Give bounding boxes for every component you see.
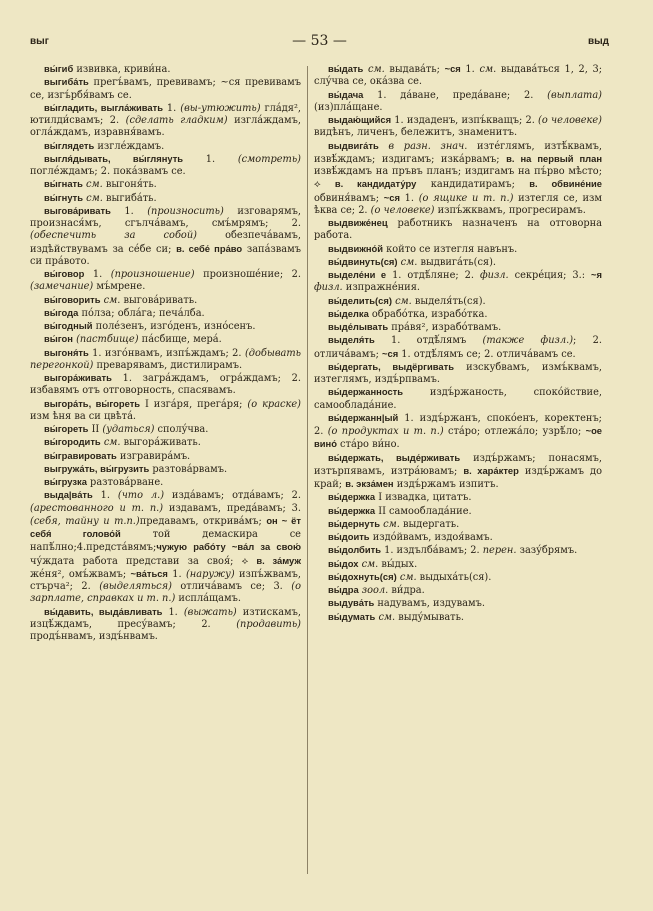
phrase: ~ва́ться bbox=[130, 567, 168, 579]
headword: вы́дача bbox=[328, 88, 364, 100]
column-divider bbox=[307, 66, 308, 874]
translation: издъ́ржамъ изпитъ. bbox=[393, 479, 499, 490]
usage-label: перен. bbox=[482, 545, 517, 557]
dictionary-entry bbox=[30, 76, 301, 102]
translation: произноше́ние; 2. bbox=[194, 269, 301, 280]
usage-label: см. bbox=[378, 611, 396, 623]
usage-label: см. bbox=[367, 64, 385, 75]
dictionary-entry bbox=[30, 398, 301, 424]
usage-label: (произносить) bbox=[147, 205, 224, 217]
dictionary-entry bbox=[314, 505, 602, 518]
headword: выгоня́ть bbox=[44, 346, 89, 358]
translation: мъ́мрене. bbox=[93, 281, 146, 293]
headword: вы́делка bbox=[328, 307, 369, 319]
translation: зазу́брямъ. bbox=[516, 545, 578, 557]
dictionary-entry bbox=[314, 584, 602, 597]
translation: погле́ждамъ; 2. пока́звамъ се. bbox=[30, 166, 186, 177]
translation: испла́щамъ. bbox=[175, 593, 241, 605]
headword: выдвижно́й bbox=[328, 242, 384, 254]
usage-label: (о краске) bbox=[247, 398, 301, 410]
translation: изгле́ждамъ. bbox=[94, 140, 165, 152]
translation: (из)пла́щане. bbox=[314, 101, 383, 113]
phrase: в. экза́мен bbox=[345, 478, 394, 489]
translation: обезпеча́вамъ, издѣйствувамъ за се́бе си; bbox=[30, 230, 301, 255]
translation: изгравира́мъ. bbox=[116, 450, 191, 462]
dictionary-entry bbox=[314, 386, 602, 412]
left-guide-word: выг bbox=[30, 36, 49, 47]
phrase: в. себе́ пра́во bbox=[176, 242, 243, 254]
usage-label: см. bbox=[86, 179, 103, 191]
phrase: в. кандидату́ру bbox=[334, 178, 417, 190]
usage-label: см. bbox=[395, 295, 412, 307]
translation: изтискамъ, изцѣ́ждамъ, пресу́вамъ; 2. bbox=[30, 606, 302, 630]
phrase: в. хара́ктер bbox=[463, 464, 519, 476]
headword: выде́лывать bbox=[328, 321, 389, 332]
translation: выду́мывать. bbox=[395, 611, 465, 623]
headword: вы́гладить, выгла́живать bbox=[44, 101, 163, 113]
headword: вы́держать, выде́рживать bbox=[328, 451, 461, 463]
headword: вы́дра bbox=[328, 584, 359, 595]
headword: вы́гореть bbox=[44, 423, 89, 434]
dictionary-entry bbox=[314, 217, 602, 243]
dictionary-entry bbox=[314, 243, 602, 256]
translation: извѣ́ждамъ на пръвъ планъ; издигамъ на пъ́рво мѣсто; ⟡ bbox=[314, 166, 602, 191]
translation: ста́ро ви́но. bbox=[336, 439, 400, 451]
translation: изда́вамъ; отда́вамъ; 2. bbox=[164, 490, 301, 502]
translation: гла́дя², ютилди́свамъ; 2. bbox=[30, 102, 301, 126]
usage-label: (себя, тайну и т.п.) bbox=[30, 515, 140, 527]
translation: 1. bbox=[460, 64, 480, 75]
usage-label: (также физл.) bbox=[482, 335, 574, 347]
usage-label: (пастбище) bbox=[76, 334, 139, 346]
usage-label: (о продуктах и т. п.) bbox=[327, 426, 444, 437]
headword: выдува́ть bbox=[328, 597, 375, 609]
usage-label: см. bbox=[103, 294, 121, 306]
translation: изте́глямъ, изтѣ́квамъ, извѣ́ждамъ; издигамъ; изка́рвамъ; bbox=[314, 140, 602, 165]
translation: изтегля се, изм ѣква се; 2. bbox=[314, 192, 603, 216]
usage-label: (о человеке) bbox=[370, 204, 435, 216]
translation: 1. bbox=[167, 568, 186, 580]
dictionary-entry bbox=[30, 268, 301, 294]
dictionary-entry bbox=[30, 178, 301, 191]
dictionary-entry bbox=[30, 307, 301, 320]
translation: 1. отдѣ́лямъ bbox=[374, 335, 483, 347]
translation: выдыха́ть(ся). bbox=[416, 571, 492, 583]
dictionary-entry bbox=[30, 606, 301, 644]
translation: 1. bbox=[84, 269, 111, 280]
translation: издъ́ржамъ до край; bbox=[314, 465, 602, 490]
translation: изм ѣня ва си цвѣта́. bbox=[30, 410, 137, 422]
translation: сполу́чва. bbox=[154, 424, 209, 435]
translation: извивка, криви́на. bbox=[73, 64, 171, 75]
usage-label: (произношение) bbox=[110, 269, 195, 280]
dictionary-entry bbox=[314, 611, 602, 624]
headword: выгова́ривать bbox=[44, 204, 111, 216]
translation: надувамъ, издувамъ. bbox=[374, 598, 485, 610]
dictionary-entry bbox=[30, 153, 301, 179]
dictionary-entry bbox=[314, 256, 602, 269]
translation: чу́ждата работа представи за своя́; ⟡ bbox=[30, 555, 257, 567]
phrase: ~ся bbox=[444, 63, 461, 74]
translation: 1. издъ́ржанъ, споко́енъ, коректенъ; 2. bbox=[314, 412, 602, 437]
headword: вы́держанность bbox=[328, 386, 404, 398]
translation: 1. bbox=[162, 102, 181, 114]
dictionary-entry bbox=[314, 295, 602, 308]
translation: прегъ́вамъ, превивамъ; ~ся превивамъ се, изгъ́рбя́вамъ се. bbox=[30, 77, 301, 101]
headword: вы́гнуть bbox=[44, 191, 84, 203]
phrase: в. на первый план bbox=[506, 152, 602, 164]
headword: вы́делить(ся) bbox=[328, 294, 392, 306]
translation: който се изтегля навънъ. bbox=[383, 243, 518, 255]
translation: обрабо́тка, израбо́тка. bbox=[368, 308, 488, 320]
headword: вы́дернуть bbox=[328, 517, 381, 529]
translation: 1. загра́ждамъ, огра́ждамъ; 2. избавямъ отъ отговорность, спасявамъ. bbox=[30, 373, 301, 397]
dictionary-entry bbox=[314, 412, 602, 452]
translation: па́сбище, мера́. bbox=[138, 334, 222, 346]
translation: ста́ро; отлежа́ло; узрѣ́ло; bbox=[443, 426, 586, 437]
right-column bbox=[314, 63, 602, 624]
headword: вы́городить bbox=[44, 436, 101, 448]
translation: отлича́вамъ се; 3. bbox=[171, 581, 292, 592]
dictionary-entry bbox=[30, 63, 301, 76]
translation: 1. bbox=[110, 205, 148, 217]
dictionary-entry bbox=[314, 597, 602, 610]
translation: издавамъ, преда́вамъ; 3. bbox=[163, 502, 301, 514]
translation: же́ня², омъ́жвамъ; bbox=[30, 568, 131, 580]
usage-label: (что л.) bbox=[117, 490, 165, 502]
usage-label: (замечание) bbox=[30, 281, 94, 293]
dictionary-entry bbox=[30, 140, 301, 153]
usage-label: (смотреть) bbox=[237, 153, 301, 165]
dictionary-entry bbox=[314, 531, 602, 544]
headword: вы́года bbox=[44, 306, 79, 318]
headword: выдвиже́нец bbox=[328, 217, 388, 228]
dictionary-entry bbox=[314, 518, 602, 531]
translation: вы́дых. bbox=[378, 558, 418, 570]
phrase: в. за́муж bbox=[256, 554, 301, 566]
dictionary-entry bbox=[314, 140, 602, 218]
dictionary-entry bbox=[30, 347, 301, 373]
translation: 1. bbox=[183, 153, 238, 165]
translation: выгова́ривать. bbox=[120, 294, 198, 306]
usage-label: (о зарплате, справках и т. п.) bbox=[30, 581, 301, 605]
translation: изскубвамъ, измъ́квамъ, изтеглямъ, издъ́рпвамъ. bbox=[314, 361, 602, 385]
translation: изпъ́жквамъ, прогресирамъ. bbox=[434, 204, 586, 216]
usage-label: физл. bbox=[314, 282, 343, 294]
translation: разтова́рване. bbox=[86, 477, 164, 488]
dictionary-entry bbox=[314, 63, 602, 89]
translation: ; 2. отлича́вамъ; bbox=[314, 335, 602, 360]
dictionary-entry bbox=[314, 308, 602, 321]
translation: изгла́ждамъ, огла́ждамъ, изравня́вамъ. bbox=[30, 115, 301, 139]
dictionary-entry bbox=[314, 452, 602, 492]
translation: преварявамъ, дистилирамъ. bbox=[93, 359, 243, 371]
dictionary-entry bbox=[30, 192, 301, 205]
headword: вы́глядеть bbox=[44, 139, 95, 151]
translation: продъ́нвамъ, издъ́нвамъ. bbox=[30, 631, 158, 642]
translation: издъ́ржаность, споко́йствие, самооблада́ние. bbox=[314, 387, 602, 411]
dictionary-entry bbox=[314, 361, 602, 387]
translation: выдава́ться 1, 2, 3; слу́чва се, ока́зва се. bbox=[314, 64, 603, 88]
dictionary-entry bbox=[314, 321, 602, 334]
headword: вы́держка bbox=[328, 491, 376, 503]
translation: издъ́ржамъ; понасямъ, изтърпявамъ, изтра́ювамъ; bbox=[314, 452, 602, 477]
headword: вы́говор bbox=[44, 268, 85, 279]
dictionary-entry bbox=[30, 450, 301, 463]
headword: вы́гнать bbox=[44, 178, 83, 190]
headword: выгружа́ть, вы́грузить bbox=[44, 462, 150, 474]
page-number: — 53 — bbox=[292, 33, 347, 49]
usage-label: (вы-утюжить) bbox=[180, 102, 261, 114]
usage-label: см. bbox=[383, 518, 400, 530]
phrase: ~ся bbox=[383, 191, 400, 203]
phrase: ~ое вино́ bbox=[314, 425, 603, 450]
translation: издо́йвамъ, издоя́вамъ. bbox=[369, 532, 493, 543]
translation: обвиня́вамъ; bbox=[314, 192, 384, 204]
dictionary-entry bbox=[30, 102, 301, 140]
headword: выдвига́ть bbox=[328, 139, 379, 151]
usage-label: (добывать перегонкой) bbox=[30, 347, 301, 371]
translation: той демаскира се напѣ́лно;4.предста́вямъ; bbox=[30, 529, 301, 554]
phrase: ~ся bbox=[382, 347, 399, 359]
translation: видѣнъ, личенъ, бележитъ, знаменитъ. bbox=[314, 127, 518, 139]
translation: 1. издаденъ, изпъ́кващъ; 2. bbox=[391, 115, 539, 126]
usage-label: (арестованного и т. п.) bbox=[30, 502, 164, 514]
dictionary-entry bbox=[30, 372, 301, 398]
right-guide-word: выд bbox=[587, 36, 609, 47]
headword: вы́годный bbox=[44, 320, 93, 331]
phrase: он ~ ёт себя́ голово́й bbox=[30, 514, 301, 539]
headword: выда|ва́ть bbox=[44, 489, 93, 501]
usage-label: (выжать) bbox=[183, 606, 237, 618]
translation: выгора́живать. bbox=[120, 437, 201, 449]
translation: 1. bbox=[399, 192, 419, 204]
headword: вы́гон bbox=[44, 333, 73, 345]
dictionary-entry bbox=[314, 114, 602, 140]
dictionary-entry bbox=[30, 463, 301, 476]
headword: вы́гравировать bbox=[44, 449, 117, 461]
translation: пра́вя², израбо́твамъ. bbox=[388, 322, 502, 333]
phrase: чужую рабо́ту ~ва́л за свою́ bbox=[156, 541, 301, 553]
dictionary-entry bbox=[30, 436, 301, 449]
headword: вы́дох bbox=[328, 557, 359, 569]
translation: II bbox=[88, 424, 103, 435]
translation: изговарямъ, произнася́мъ, сгълча́вамъ, смъ́мрямъ; 2. bbox=[30, 205, 301, 229]
dictionary-entry bbox=[30, 294, 301, 307]
dictionary-entry bbox=[314, 334, 602, 361]
dictionary-entry bbox=[314, 571, 602, 584]
translation: секре́ция; 3.: bbox=[508, 270, 592, 281]
headword: вы́дать bbox=[328, 63, 364, 74]
usage-label: см. bbox=[86, 192, 103, 204]
translation: выдава́ть; bbox=[384, 64, 445, 75]
dictionary-entry bbox=[30, 320, 301, 333]
translation: 1. изго́нвамъ, изпъ́ждамъ; 2. bbox=[88, 347, 245, 359]
usage-label: (о человеке) bbox=[538, 115, 602, 126]
translation: кандидатирамъ; bbox=[416, 179, 530, 191]
usage-label: (выделяться) bbox=[99, 581, 172, 592]
usage-label: см. bbox=[399, 571, 417, 583]
translation: 1. отдѣ́ляне; 2. bbox=[386, 270, 480, 281]
dictionary-entry bbox=[30, 489, 301, 605]
dictionary-entry bbox=[314, 491, 602, 504]
usage-label: (удаться) bbox=[102, 424, 155, 435]
usage-label: см. bbox=[103, 437, 121, 449]
translation: работникъ назначенъ на отговорна работа. bbox=[314, 218, 602, 242]
usage-label: см. bbox=[400, 256, 418, 268]
translation: 1. издълба́вамъ; 2. bbox=[380, 545, 483, 557]
usage-label: в разн. знач. bbox=[388, 140, 468, 152]
headword: вы́держанн|ый bbox=[328, 411, 399, 423]
headword: выгора́живать bbox=[44, 372, 112, 383]
dictionary-entry bbox=[30, 333, 301, 346]
phrase: ~я bbox=[591, 269, 602, 280]
translation: разтова́рвамъ. bbox=[149, 463, 228, 475]
headword: выгора́ть, вы́гореть bbox=[44, 397, 141, 409]
translation: выгоня́ть. bbox=[102, 179, 157, 191]
usage-label: (выплата) bbox=[547, 89, 602, 101]
headword: выгиба́ть bbox=[44, 76, 89, 88]
translation: выделя́ть(ся). bbox=[411, 295, 486, 307]
usage-label: (наружу) bbox=[185, 568, 235, 580]
translation: изпражне́ния. bbox=[342, 282, 421, 294]
translation: II самооблада́ние. bbox=[375, 505, 472, 517]
dictionary-entry bbox=[314, 544, 602, 557]
usage-label: (продавить) bbox=[236, 618, 301, 630]
headword: вы́доить bbox=[328, 531, 370, 542]
headword: вы́говорить bbox=[44, 293, 101, 305]
translation: выдвига́ть(ся). bbox=[417, 256, 497, 268]
headword: выделя́ть bbox=[328, 334, 375, 346]
translation: 1. да́ване, преда́ване; 2. bbox=[363, 89, 548, 101]
usage-label: см. bbox=[479, 64, 497, 75]
usage-label: (сделать гладким) bbox=[125, 115, 228, 126]
headword: вы́двинуть(ся) bbox=[328, 255, 398, 267]
headword: вы́дохнуть(ся) bbox=[328, 570, 397, 582]
translation: поле́зенъ, изго́денъ, изно́сенъ. bbox=[92, 321, 256, 332]
headword: выделе́ни е bbox=[328, 269, 387, 280]
left-column bbox=[30, 63, 301, 643]
page-header bbox=[30, 33, 609, 54]
headword: вы́думать bbox=[328, 610, 376, 622]
headword: вы́долбить bbox=[328, 544, 381, 556]
usage-label: зоол. bbox=[361, 585, 389, 596]
headword: выдаю́щийся bbox=[328, 114, 392, 125]
usage-label: (обеспечить за собой) bbox=[30, 230, 197, 242]
usage-label: см. bbox=[361, 558, 379, 570]
headword: вы́давить, выда́вливать bbox=[44, 605, 163, 617]
headword: вы́грузка bbox=[44, 476, 87, 487]
translation: запа́звамъ си пра́вото. bbox=[30, 243, 301, 267]
dictionary-entry bbox=[314, 269, 602, 295]
usage-label: (о ящике и т. п.) bbox=[418, 192, 514, 204]
translation: I извадка, цитатъ. bbox=[375, 492, 472, 504]
translation: предавамъ, открива́мъ; bbox=[139, 515, 267, 527]
dictionary-entry bbox=[314, 558, 602, 571]
translation: I изга́ря, прега́ря; bbox=[140, 398, 248, 410]
translation: 1. bbox=[92, 490, 118, 502]
dictionary-entry bbox=[314, 89, 602, 115]
translation: выдергать. bbox=[399, 518, 460, 530]
translation: выгиба́ть. bbox=[102, 192, 157, 204]
phrase: в. обвине́ние bbox=[529, 178, 603, 190]
headword: вы́дергать, выдёргивать bbox=[328, 360, 454, 372]
dictionary-entry bbox=[30, 205, 301, 268]
translation bbox=[379, 141, 389, 152]
usage-label: физл. bbox=[479, 270, 509, 281]
headword: выгля́дывать, вы́глянуть bbox=[44, 152, 184, 164]
headword: вы́гиб bbox=[44, 63, 74, 74]
translation: 1. отдѣ́лямъ се; 2. отлича́вамъ се. bbox=[398, 348, 576, 360]
headword: вы́держка bbox=[328, 504, 376, 516]
translation: ви́дра. bbox=[388, 585, 425, 596]
translation: изпъ́жвамъ, стърча²; 2. bbox=[30, 568, 301, 592]
translation: по́лза; обла́га; печа́лба. bbox=[78, 307, 205, 319]
translation: 1. bbox=[162, 606, 184, 618]
dictionary-entry bbox=[30, 423, 301, 436]
dictionary-entry bbox=[30, 476, 301, 489]
